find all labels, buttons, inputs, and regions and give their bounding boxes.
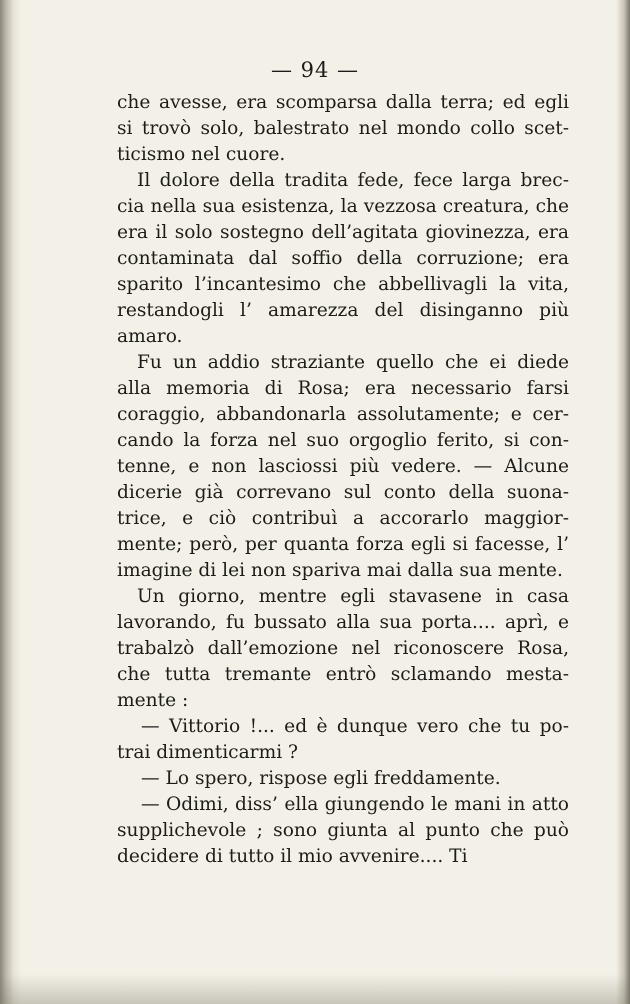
page-number: — 94 — — [270, 58, 360, 82]
paragraph: che avesse, era scomparsa dalla terra; ed egli si trovò solo, balestrato nel mondo collo scet- ticismo nel cuore. — [117, 92, 569, 165]
paragraph: Fu un addio straziante quello che ei diede alla memoria di Rosa; era necessario farsi coraggio, abbandonarla assolutamente; e cer- cando la forza nel suo orgoglio ferito, si con- tenne, e non lasciossi più vedere. — Alcune dicerie già correvano sul conto della suona- trice, e ciò contribuì a accorarlo maggior- mente; però, per quanta forza egli si facesse, l’ imagine di lei non spariva mai dalla sua mente. — [117, 352, 569, 581]
paragraph: Un giorno, mentre egli stavasene in casa lavorando, fu bussato alla sua porta.... aprì, e trabalzò dall’emozione nel riconoscere Rosa, che tutta tremante entrò sclamando mesta- mente : — [117, 586, 569, 711]
paragraph: Il dolore della tradita fede, fece larga brec- cia nella sua esistenza, la vezzosa creatura, che era il solo sostegno dell’agitata giovinezza, era contaminata dal soffio della corruzione; era sparito l’incantesimo che abbellivagli la vita, restandogli l’ amarezza del disinganno più amaro. — [117, 170, 569, 347]
page-bottom-shadow — [0, 974, 630, 1004]
dialog-line: — Vittorio !... ed è dunque vero che tu po- trai dimenticarmi ? — [117, 716, 569, 763]
dialog-line: — Odimi, diss’ ella giungendo le mani in atto supplichevole ; sono giunta al punto che può decidere di tutto il mio avvenire.... Ti — [117, 794, 569, 867]
page-binding-shadow — [0, 0, 22, 1004]
page-edge-shadow — [616, 0, 630, 1004]
dialog-line: — Lo spero, rispose egli freddamente. — [141, 768, 501, 789]
body-text — [117, 90, 569, 870]
